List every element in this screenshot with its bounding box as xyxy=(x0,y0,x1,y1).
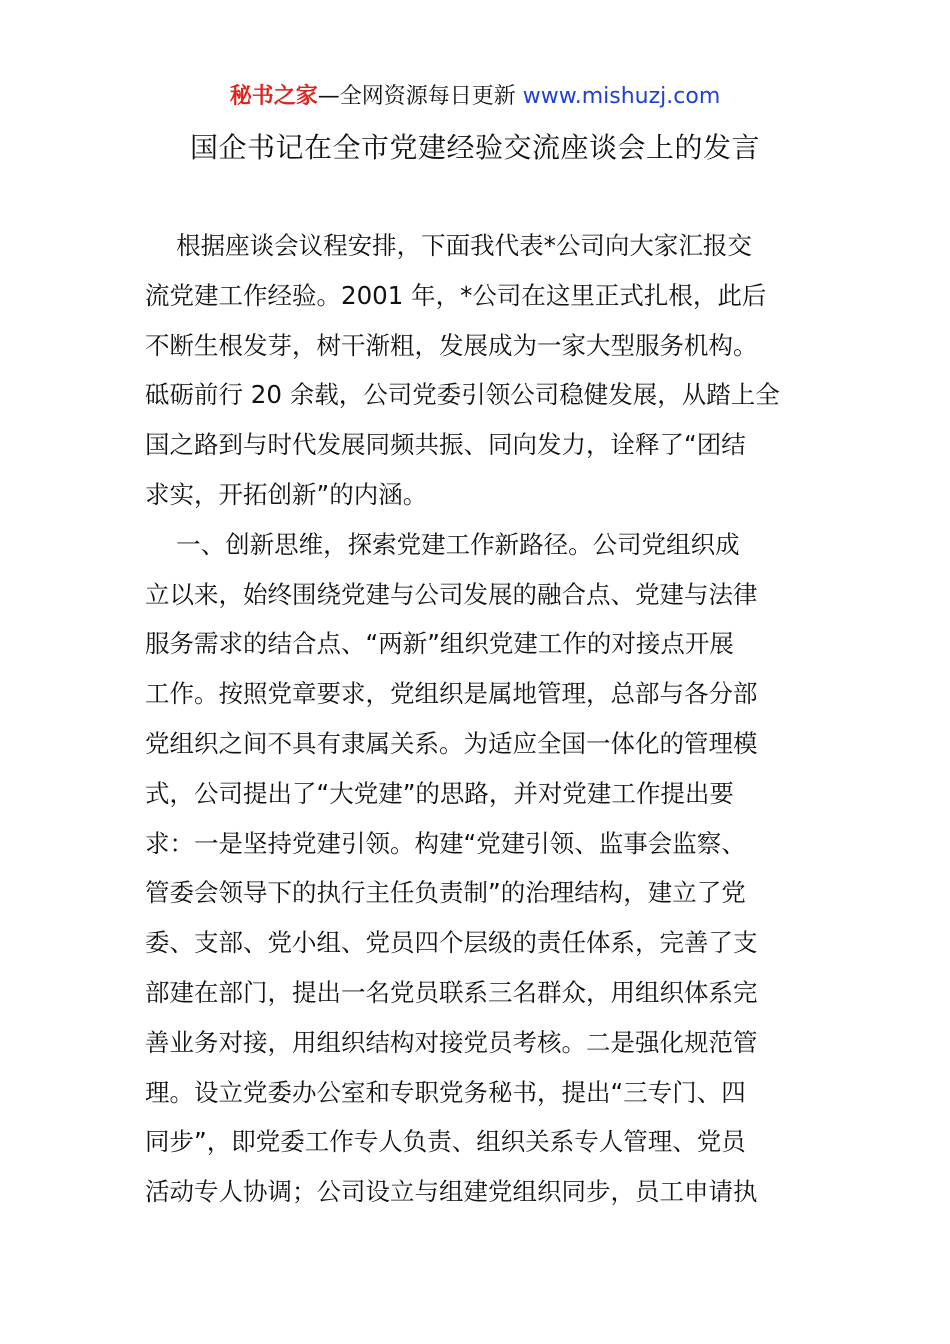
site-header xyxy=(0,82,950,112)
body-line: 部建在部门，提出一名党员联系三名群众，用组织体系完 xyxy=(145,977,758,1007)
body-line: 不断生根发芽，树干渐粗，发展成为一家大型服务机构。 xyxy=(145,330,758,360)
body-line: 服务需求的结合点、“两新”组织党建工作的对接点开展 xyxy=(145,629,734,659)
body-line: 国之路到与时代发展同频共振、同向发力，诠释了“团结 xyxy=(145,430,746,460)
body-line: 工作。按照党章要求，党组织是属地管理，总部与各分部 xyxy=(145,679,758,709)
body-line: 理。设立党委办公室和专职党务秘书，提出“三专门、四 xyxy=(145,1077,746,1107)
body-line: 管委会领导下的执行主任负责制”的治理结构，建立了党 xyxy=(145,878,746,908)
body-line: 活动专人协调；公司设立与组建党组织同步，员工申请执 xyxy=(145,1177,758,1207)
document-body xyxy=(145,221,810,1217)
body-line: 根据座谈会议程安排，下面我代表*公司向大家汇报交 xyxy=(145,231,752,260)
body-line: 立以来，始终围绕党建与公司发展的融合点、党建与法律 xyxy=(145,579,758,609)
body-line: 同步”，即党委工作专人负责、组织关系专人管理、党员 xyxy=(145,1127,746,1157)
site-url[interactable]: www.mishuzj.com xyxy=(522,84,721,109)
body-line: 善业务对接，用组织结构对接党员考核。二是强化规范管 xyxy=(145,1027,758,1057)
body-line: 委、支部、党小组、党员四个层级的责任体系，完善了支 xyxy=(145,928,758,958)
body-line: 党组织之间不具有隶属关系。为适应全国一体化的管理模 xyxy=(145,728,758,758)
body-line: 式，公司提出了“大党建”的思路，并对党建工作提出要 xyxy=(145,778,734,808)
body-line: 一、创新思维，探索党建工作新路径。公司党组织成 xyxy=(145,529,740,559)
document-title: 国企书记在全市党建经验交流座谈会上的发言 xyxy=(189,131,760,164)
body-line: 求：一是坚持党建引领。构建“党建引领、监事会监察、 xyxy=(145,828,746,858)
body-line: 流党建工作经验。2001 年，*公司在这里正式扎根，此后 xyxy=(145,280,767,310)
header-tagline: —全网资源每日更新 xyxy=(317,84,523,109)
body-line: 砥砺前行 20 余载，公司党委引领公司稳健发展，从踏上全 xyxy=(145,380,780,410)
body-line: 求实，开拓创新”的内涵。 xyxy=(145,479,428,509)
brand-name: 秘书之家 xyxy=(229,84,318,109)
